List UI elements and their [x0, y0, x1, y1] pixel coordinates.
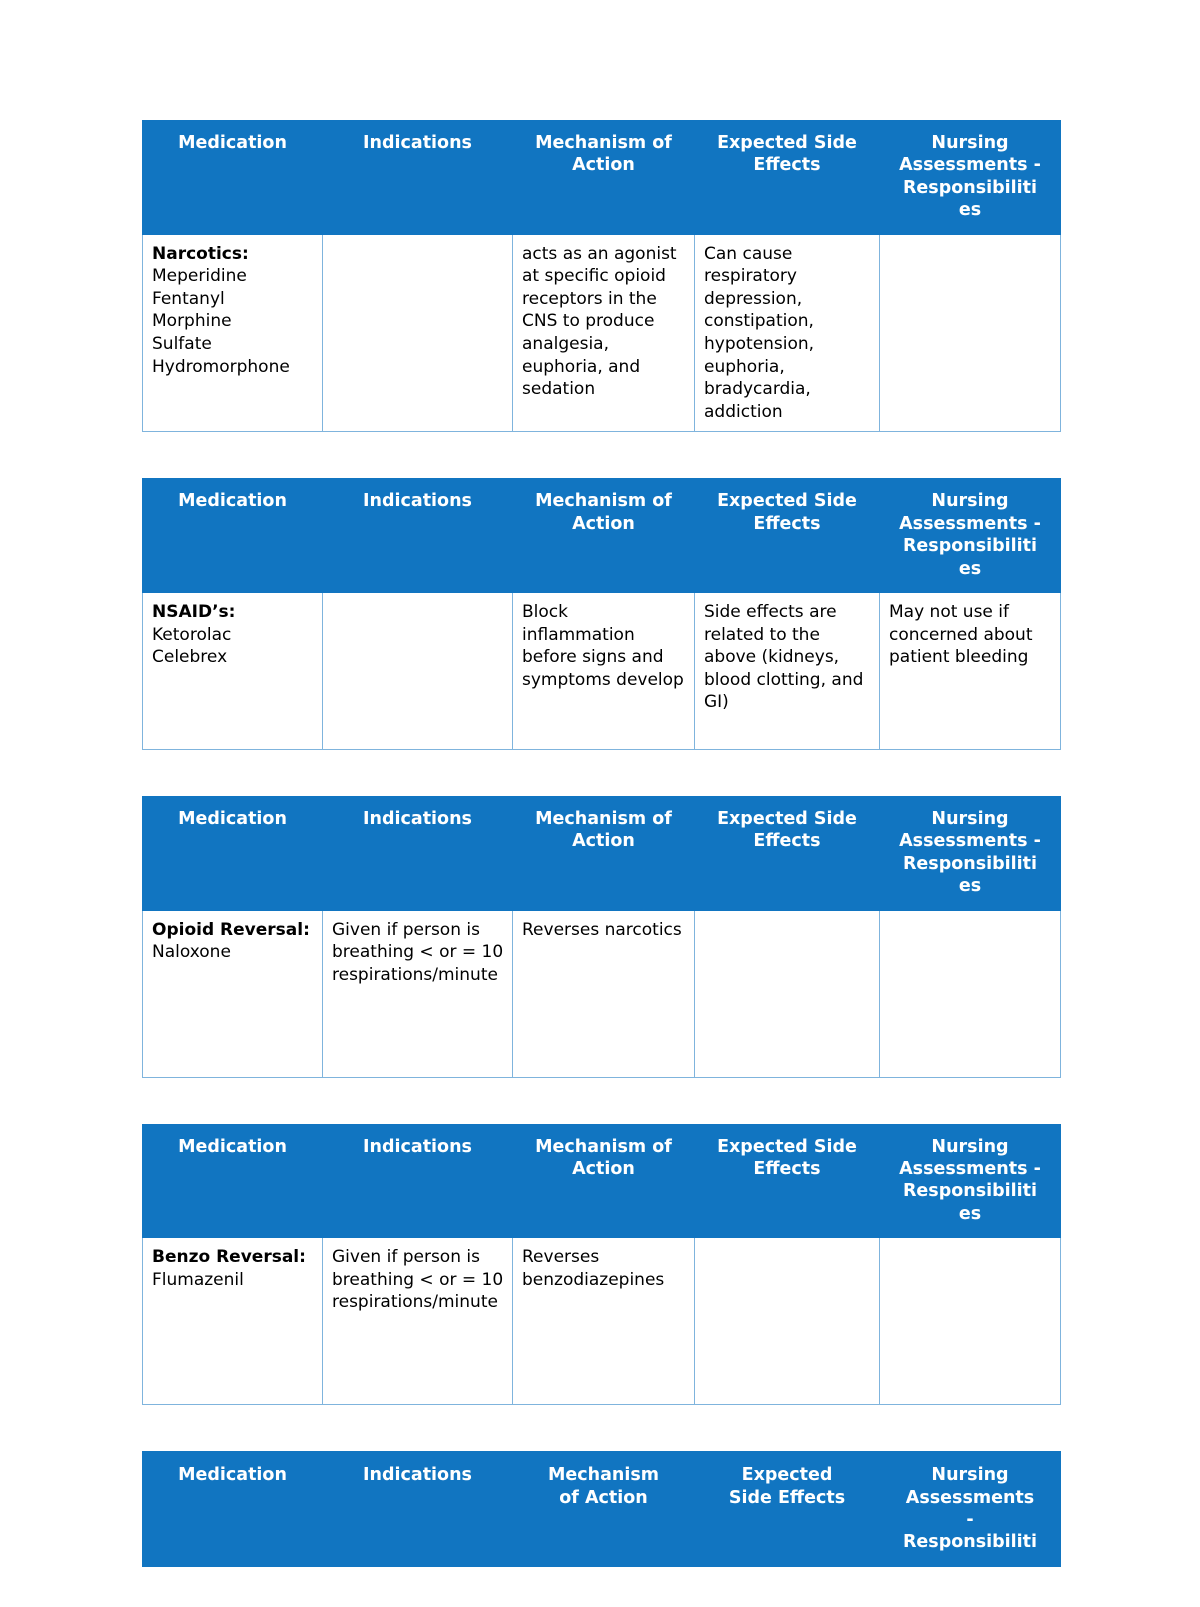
cell-mechanism: Reverses benzodiazepines: [513, 1238, 695, 1405]
medication-item: Morphine: [152, 311, 232, 332]
header-line: Mechanism of: [535, 133, 672, 153]
medication-table-benzo-reversal: [142, 1124, 1061, 1406]
header-line: Medication: [178, 491, 287, 512]
cell-indications: [323, 234, 513, 432]
header-line: Assessments -: [899, 513, 1041, 534]
header-line: Medication: [178, 1465, 287, 1486]
table-row: [143, 910, 1061, 1077]
header-line: -: [966, 1509, 974, 1530]
header-line: Assessments: [905, 1487, 1035, 1508]
cell-mechanism: Reverses narcotics: [513, 910, 695, 1077]
header-line: Assessments -: [899, 1158, 1041, 1179]
header-line: Action: [572, 155, 635, 176]
header-line: Nursing: [931, 1465, 1009, 1486]
column-header-nursing-assessments: [880, 1452, 1061, 1567]
header-line: es: [958, 1203, 982, 1224]
header-line: Responsibiliti: [902, 536, 1038, 557]
column-header-nursing-assessments: [880, 479, 1061, 593]
header-line: Expected Side: [717, 491, 857, 512]
table-row: [143, 593, 1061, 750]
column-header-expected-side-effects: [695, 1124, 880, 1238]
cell-indications: Given if person is breathing < or = 10 respirations/minute: [323, 910, 513, 1077]
table-header-row: [143, 479, 1061, 593]
column-header-nursing-assessments: [880, 121, 1061, 235]
cell-medication: [143, 910, 323, 1077]
column-header-medication: [143, 1452, 323, 1567]
medication-item: Celebrex: [152, 647, 228, 668]
header-line: Responsibiliti: [902, 853, 1038, 874]
header-line: Effects: [753, 155, 821, 176]
table-header-row: [143, 121, 1061, 235]
medication-item: Fentanyl: [152, 288, 225, 309]
column-header-expected-side-effects: [695, 121, 880, 235]
header-line: Action: [572, 831, 635, 852]
medication-table-nsaids: [142, 478, 1061, 750]
header-line: Medication: [178, 1136, 287, 1157]
header-line: Medication: [178, 133, 287, 153]
column-header-indications: [323, 797, 513, 911]
medication-table-final-header: [142, 1451, 1061, 1567]
column-header-nursing-assessments: [880, 797, 1061, 911]
medication-item: Hydromorphone: [152, 356, 290, 377]
header-line: Mechanism of: [535, 1136, 672, 1157]
column-header-expected-side-effects: [695, 479, 880, 593]
column-header-medication: [143, 1124, 323, 1238]
header-line: Medication: [178, 809, 287, 829]
medication-name: Benzo Reversal:: [152, 1247, 306, 1268]
medication-item: Flumazenil: [152, 1269, 244, 1290]
header-line: Expected Side: [717, 133, 857, 153]
table-row: [143, 234, 1061, 432]
cell-indications: [323, 593, 513, 750]
header-line: of Action: [559, 1487, 648, 1508]
medication-table-opioid-reversal: [142, 796, 1061, 1078]
table-header-row: [143, 1452, 1061, 1567]
header-line: Mechanism: [547, 1465, 660, 1486]
cell-nursing: [880, 234, 1061, 432]
cell-side-effects: [695, 910, 880, 1077]
header-line: Effects: [753, 1158, 821, 1179]
header-line: Indications: [363, 491, 472, 512]
column-header-expected-side-effects: [695, 797, 880, 911]
medication-name: NSAID’s:: [152, 602, 236, 622]
header-line: Expected: [741, 1465, 833, 1486]
header-line: Expected Side: [717, 1136, 857, 1157]
header-line: Side Effects: [728, 1487, 846, 1508]
column-header-mechanism-of-action: [513, 797, 695, 911]
column-header-indications: [323, 121, 513, 235]
header-line: Action: [572, 513, 635, 534]
column-header-medication: [143, 797, 323, 911]
header-line: Nursing: [931, 809, 1009, 829]
header-line: Mechanism of: [535, 809, 672, 829]
column-header-medication: [143, 479, 323, 593]
cell-indications: Given if person is breathing < or = 10 respirations/minute: [323, 1238, 513, 1405]
header-line: Assessments -: [899, 831, 1041, 852]
header-line: Responsibiliti: [902, 1181, 1038, 1202]
cell-medication: [143, 1238, 323, 1405]
medication-item: Meperidine: [152, 266, 247, 287]
header-line: Nursing: [931, 133, 1009, 153]
cell-nursing: [880, 910, 1061, 1077]
header-line: Expected Side: [717, 809, 857, 829]
column-header-nursing-assessments: [880, 1124, 1061, 1238]
header-line: es: [958, 876, 982, 897]
cell-side-effects: [695, 1238, 880, 1405]
header-line: Indications: [363, 809, 472, 829]
header-line: Nursing: [931, 491, 1009, 512]
table-header-row: [143, 797, 1061, 911]
column-header-mechanism-of-action: [513, 121, 695, 235]
column-header-mechanism-of-action: [513, 1452, 695, 1567]
cell-side-effects: Side effects are related to the above (kidneys, blood clotting, and GI): [695, 593, 880, 750]
header-line: es: [958, 200, 982, 221]
cell-medication: [143, 234, 323, 432]
medication-item: Ketorolac: [152, 624, 232, 645]
header-line: Action: [572, 1158, 635, 1179]
cell-nursing: [880, 1238, 1061, 1405]
header-line: Nursing: [931, 1136, 1009, 1157]
column-header-mechanism-of-action: [513, 479, 695, 593]
column-header-indications: [323, 1452, 513, 1567]
header-line: Responsibiliti: [902, 177, 1038, 198]
medication-name: Opioid Reversal:: [152, 919, 310, 940]
header-line: Indications: [363, 1465, 472, 1486]
column-header-medication: [143, 121, 323, 235]
table-header-row: [143, 1124, 1061, 1238]
header-line: Mechanism of: [535, 491, 672, 512]
medication-item: Naloxone: [152, 942, 231, 963]
cell-mechanism: acts as an agonist at specific opioid receptors in the CNS to produce analgesia, euphoria, and sedation: [513, 234, 695, 432]
medication-item: Sulfate: [152, 334, 212, 354]
header-line: Effects: [753, 831, 821, 852]
column-header-indications: [323, 479, 513, 593]
cell-mechanism: Block inflammation before signs and symptoms develop: [513, 593, 695, 750]
column-header-indications: [323, 1124, 513, 1238]
medication-name: Narcotics:: [152, 243, 249, 264]
cell-medication: [143, 593, 323, 750]
column-header-mechanism-of-action: [513, 1124, 695, 1238]
header-line: es: [958, 558, 982, 579]
header-line: Effects: [753, 513, 821, 534]
header-line: Responsibiliti: [902, 1532, 1038, 1553]
table-row: [143, 1238, 1061, 1405]
header-line: Indications: [363, 133, 472, 153]
cell-nursing: May not use if concerned about patient bleeding: [880, 593, 1061, 750]
medication-table-narcotics: [142, 120, 1061, 432]
column-header-expected-side-effects: [695, 1452, 880, 1567]
header-line: Indications: [363, 1136, 472, 1157]
header-line: Assessments -: [899, 155, 1041, 176]
cell-side-effects: Can cause respiratory depression, constipation, hypotension, euphoria, bradycardia, addiction: [695, 234, 880, 432]
